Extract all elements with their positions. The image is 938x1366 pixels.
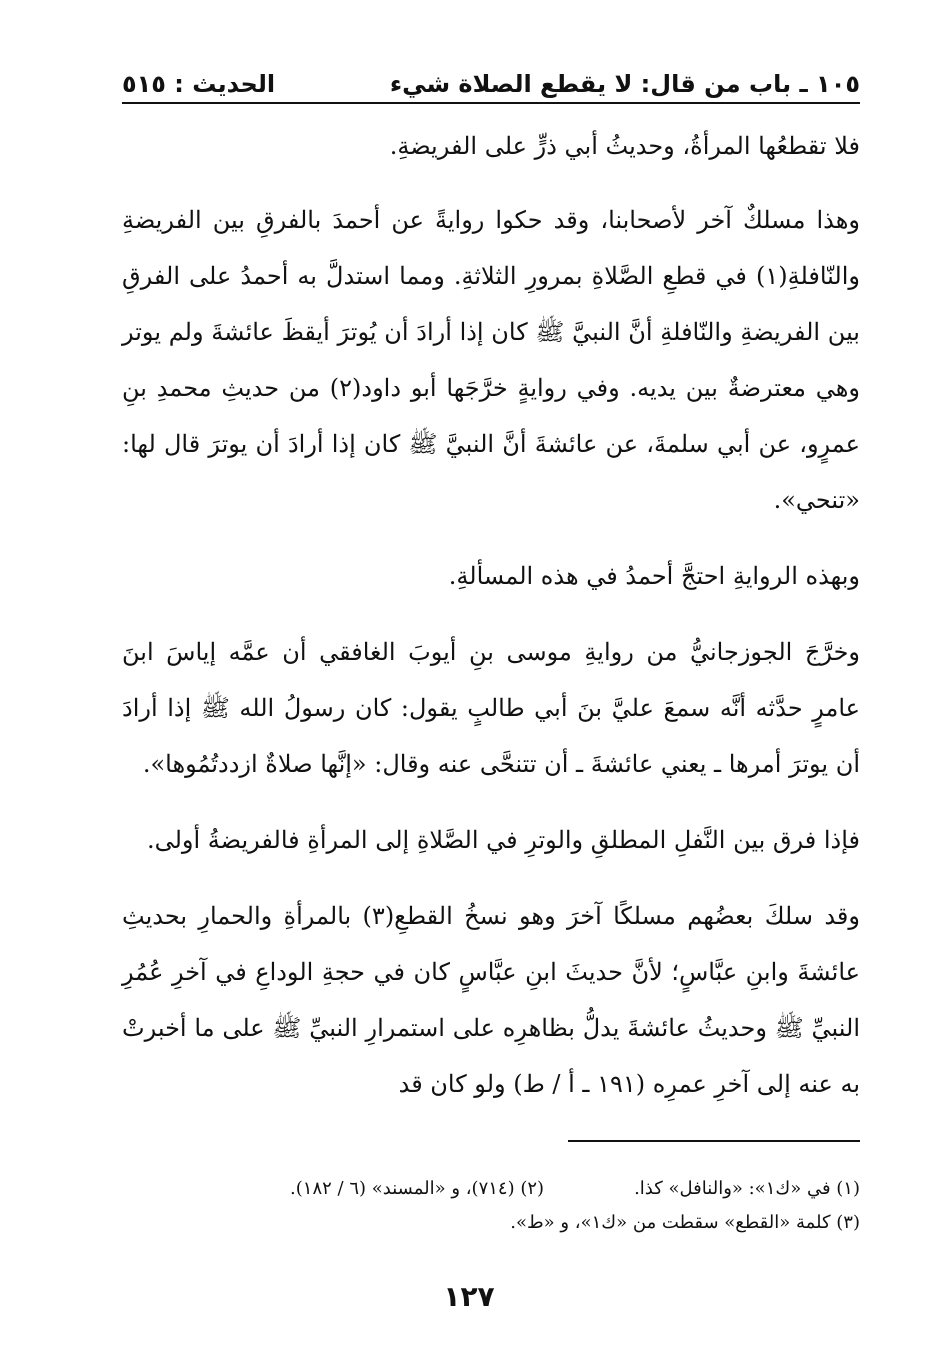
chapter-title: ١٠٥ ـ باب من قال: لا يقطع الصلاة شيء xyxy=(389,70,860,98)
footnote-2: (٢) (٧١٤)، و «المسند» (٦ / ١٨٢). xyxy=(290,1178,545,1199)
footnote-row-2 xyxy=(200,1206,860,1240)
paragraph-2: وهذا مسلكٌ آخر لأصحابنا، وقد حكوا روايةً عن أحمدَ بالفرقِ بين الفريضةِ والنّافلةِ(١) في قطعِ الصَّلاةِ بمرورِ الثلاثةِ. ومما استدلَّ به أحمدُ على الفرقِ بين الفريضةِ والنّافلةِ أنَّ النبيَّ ﷺ كان إذا أرادَ أن يُوترَ أيقظَ عائشةَ ولم يوتر وهي معترضةٌ بين يديه. وفي روايةٍ خرَّجَها أبو داود(٢) من حديثِ محمدِ بنِ عمرٍو، عن أبي سلمةَ، عن عائشةَ أنَّ النبيَّ ﷺ كان إذا أرادَ أن يوترَ قال لها: «تنحي». xyxy=(122,206,860,514)
paragraph-5: فإذا فرق بين النَّفلِ المطلقِ والوترِ في الصَّلاةِ إلى المرأةِ فالفريضةُ أولى. xyxy=(146,826,860,854)
footnotes xyxy=(200,1172,860,1240)
running-header xyxy=(122,58,860,104)
hadith-number: الحديث : ٥١٥ xyxy=(122,70,276,98)
footnote-row-1 xyxy=(200,1172,860,1206)
page-number: ١٢٧ xyxy=(443,1280,495,1313)
footnote-1: (١) في «ك١»: «والنافل» كذا. xyxy=(634,1178,860,1199)
paragraph-3: وبهذه الروايةِ احتجَّ أحمدُ في هذه المسألةِ. xyxy=(448,562,860,590)
paragraph-4: وخرَّجَ الجوزجانيُّ من روايةِ موسى بنِ أيوبَ الغافقي أن عمَّه إياسَ ابنَ عامرٍ حدَّثه أنَّه سمعَ عليَّ بنَ أبي طالبٍ يقول: كان رسولُ الله ﷺ إذا أرادَ أن يوترَ أمرها ـ يعني عائشةَ ـ أن تتنحَّى عنه وقال: «إنَّها صلاةٌ ازددتُمُوها». xyxy=(122,638,860,778)
footnote-separator xyxy=(568,1140,860,1142)
main-text xyxy=(122,118,860,1132)
paragraph-1: فلا تقطعُها المرأةُ، وحديثُ أبي ذرٍّ على الفريضةِ. xyxy=(389,132,860,160)
paragraph-6: وقد سلكَ بعضُهم مسلكًا آخرَ وهو نسخُ القطعِ(٣) بالمرأةِ والحمارِ بحديثِ عائشةَ وابنِ عبَّاسٍ؛ لأنَّ حديثَ ابنِ عبَّاسٍ كان في حجةِ الوداعِ في آخرِ عُمُرِ النبيِّ ﷺ وحديثُ عائشةَ يدلُّ بظاهرِه على استمرارِ النبيِّ ﷺ على ما أخبرتْ به عنه إلى آخرِ عمرِه (١٩١ ـ أ / ط) ولو كان قد xyxy=(122,902,860,1098)
footnote-3: (٣) كلمة «القطع» سقطت من «ك١»، و «ط». xyxy=(510,1212,860,1233)
